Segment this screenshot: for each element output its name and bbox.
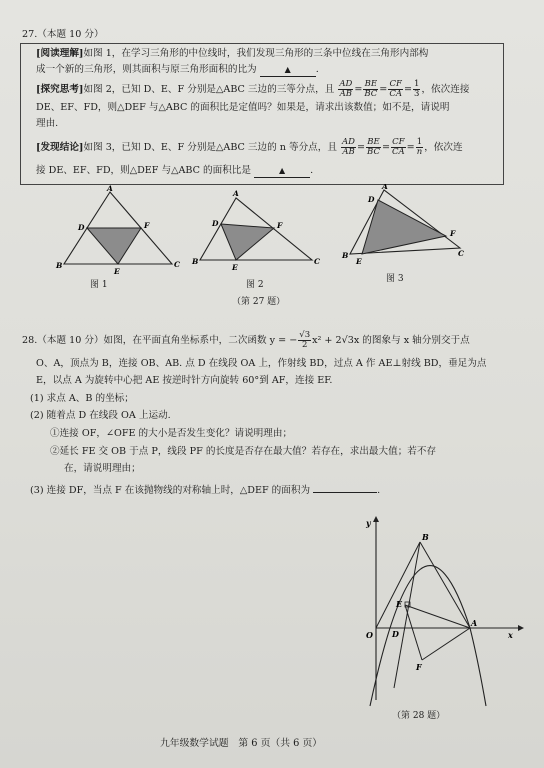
fig2-label-c: C [314,257,320,266]
q28-part2-sub2: ②延长 FE 交 OB 于点 P，线段 PF 的长度是否存在最大值？若存在，求出最大值；若不存 [50,446,437,457]
fig1-label-f: F [144,221,150,230]
q27-explore-line3: 理由. [36,118,59,129]
q27-reading-line1: [阅读理解]如图 1，在学习三角形的中位线时，我们发现三角形的三条中位线在三角形内部构 [36,48,429,59]
q27-reading-line2: 成一个新的三角形，则其面积与原三角形面积的比为 ▲ . [36,64,319,75]
q27-conclusion-line1: [发现结论]如图 3，已知 D、E、F 分别是△ABC 三边的 n 等分点，且 $\frac{AD}{AB}$ = $\frac{BE}{BC}$ = $\frac{CF}{CA}$ = $\frac{1}{n}$ ，依次连 [36,137,463,157]
q27-figures [50,184,490,296]
fig2-label-e: E [232,263,238,272]
fig1-triangle-def [87,228,141,264]
q28-part3: (3) 连接 DF，当点 F 在该抛物线的对称轴上时，△DEF 的面积为 . [30,485,381,496]
q27-answer-blank-1: ▲ [260,63,316,77]
q28-part2: (2) 随着点 D 在线段 OA 上运动. [30,410,171,421]
fig2-label-d: D [212,219,219,228]
parabola [370,566,486,706]
q27-conclusion-line2: 接 DE、EF、FD，则△DEF 与△ABC 的面积比是 ▲ . [36,165,314,176]
q28-line2: O、A，顶点为 B，连接 OB、AB. 点 D 在线段 OA 上，作射线 BD，过点 A 作 AE⊥射线 BD，垂足为点 [36,358,487,369]
fig2-label-a: A [233,189,239,198]
segment-ab [420,542,470,628]
segment-ef [405,605,422,660]
fig3-label-f: F [450,229,456,238]
fig1-label-d: D [78,223,85,232]
q27-header: 27.（本题 10 分） [22,29,104,40]
segment-ae [405,605,470,628]
label-x: x [508,630,513,640]
label-a: A [471,618,478,628]
fig2-label-f: F [277,221,283,230]
fig3-label-c: C [458,249,464,258]
fig2-triangle-def [221,224,274,260]
figure-1 [55,184,180,276]
q28-line3: E，以点 A 为旋转中心把 AE 按逆时针方向旋转 60°到 AF，连接 EF. [36,375,333,386]
q27-answer-blank-2: ▲ [254,164,310,178]
x-axis-arrow [518,625,524,631]
label-b: B [422,532,429,542]
fig1-label-b: B [56,261,63,270]
page-footer: 九年级数学试题 第 6 页（共 6 页） [160,738,323,749]
fig3-label-a: A [382,184,388,191]
q28-part2-sub1: ①连接 OF，∠OFE 的大小是否发生变化？请说明理由； [50,428,293,439]
figure-2 [191,189,320,272]
fig1-label-e: E [114,267,120,276]
y-axis-arrow [373,516,379,522]
segment-af [422,628,470,660]
label-e: E [396,599,403,609]
q28-part2-sub2-cont: 在，请说明理由； [64,463,141,474]
fig2-label-b: B [192,257,199,266]
q28-line1: 28.（本题 10 分）如图，在平面直角坐标系中，二次函数 y = − $\frac{√3}{2}$ x² + 2√3x 的图象与 x 轴分别交于点 [22,330,470,350]
fig3-caption: 图 3 [386,274,404,284]
fig1-label-c: C [174,260,180,269]
label-o: O [366,630,373,640]
fig3-label-b: B [342,251,349,260]
q28-figure [350,510,530,720]
fig2-caption: 图 2 [246,280,264,290]
fig3-label-e: E [356,257,362,266]
label-f: F [416,662,422,672]
fig3-label-d: D [368,195,375,204]
figure-3 [341,184,464,266]
label-d: D [392,629,399,639]
q27-explore-line2: DE、EF、FD，则△DEF 与△ABC 的面积比是定值吗？如果是，请求出该数值；如不是，请说明 [36,102,450,113]
segment-ob [376,542,420,628]
q27-explore-line1: [探究思考]如图 2，已知 D、E、F 分别是△ABC 三边的三等分点，且 $\frac{AD}{AB}$ = $\frac{BE}{BC}$ = $\frac{CF}{CA}$ = $\frac{1}{3}$ ，依次连接 [36,79,470,99]
q27-figures-caption: （第 27 题） [232,297,286,307]
fig1-label-a: A [107,184,113,193]
q28-part1: (1) 求点 A、B 的坐标； [30,393,134,404]
label-y: y [366,518,371,528]
q28-answer-blank [313,492,377,493]
fig1-caption: 图 1 [90,280,108,290]
q28-figure-caption: （第 28 题） [392,711,446,721]
